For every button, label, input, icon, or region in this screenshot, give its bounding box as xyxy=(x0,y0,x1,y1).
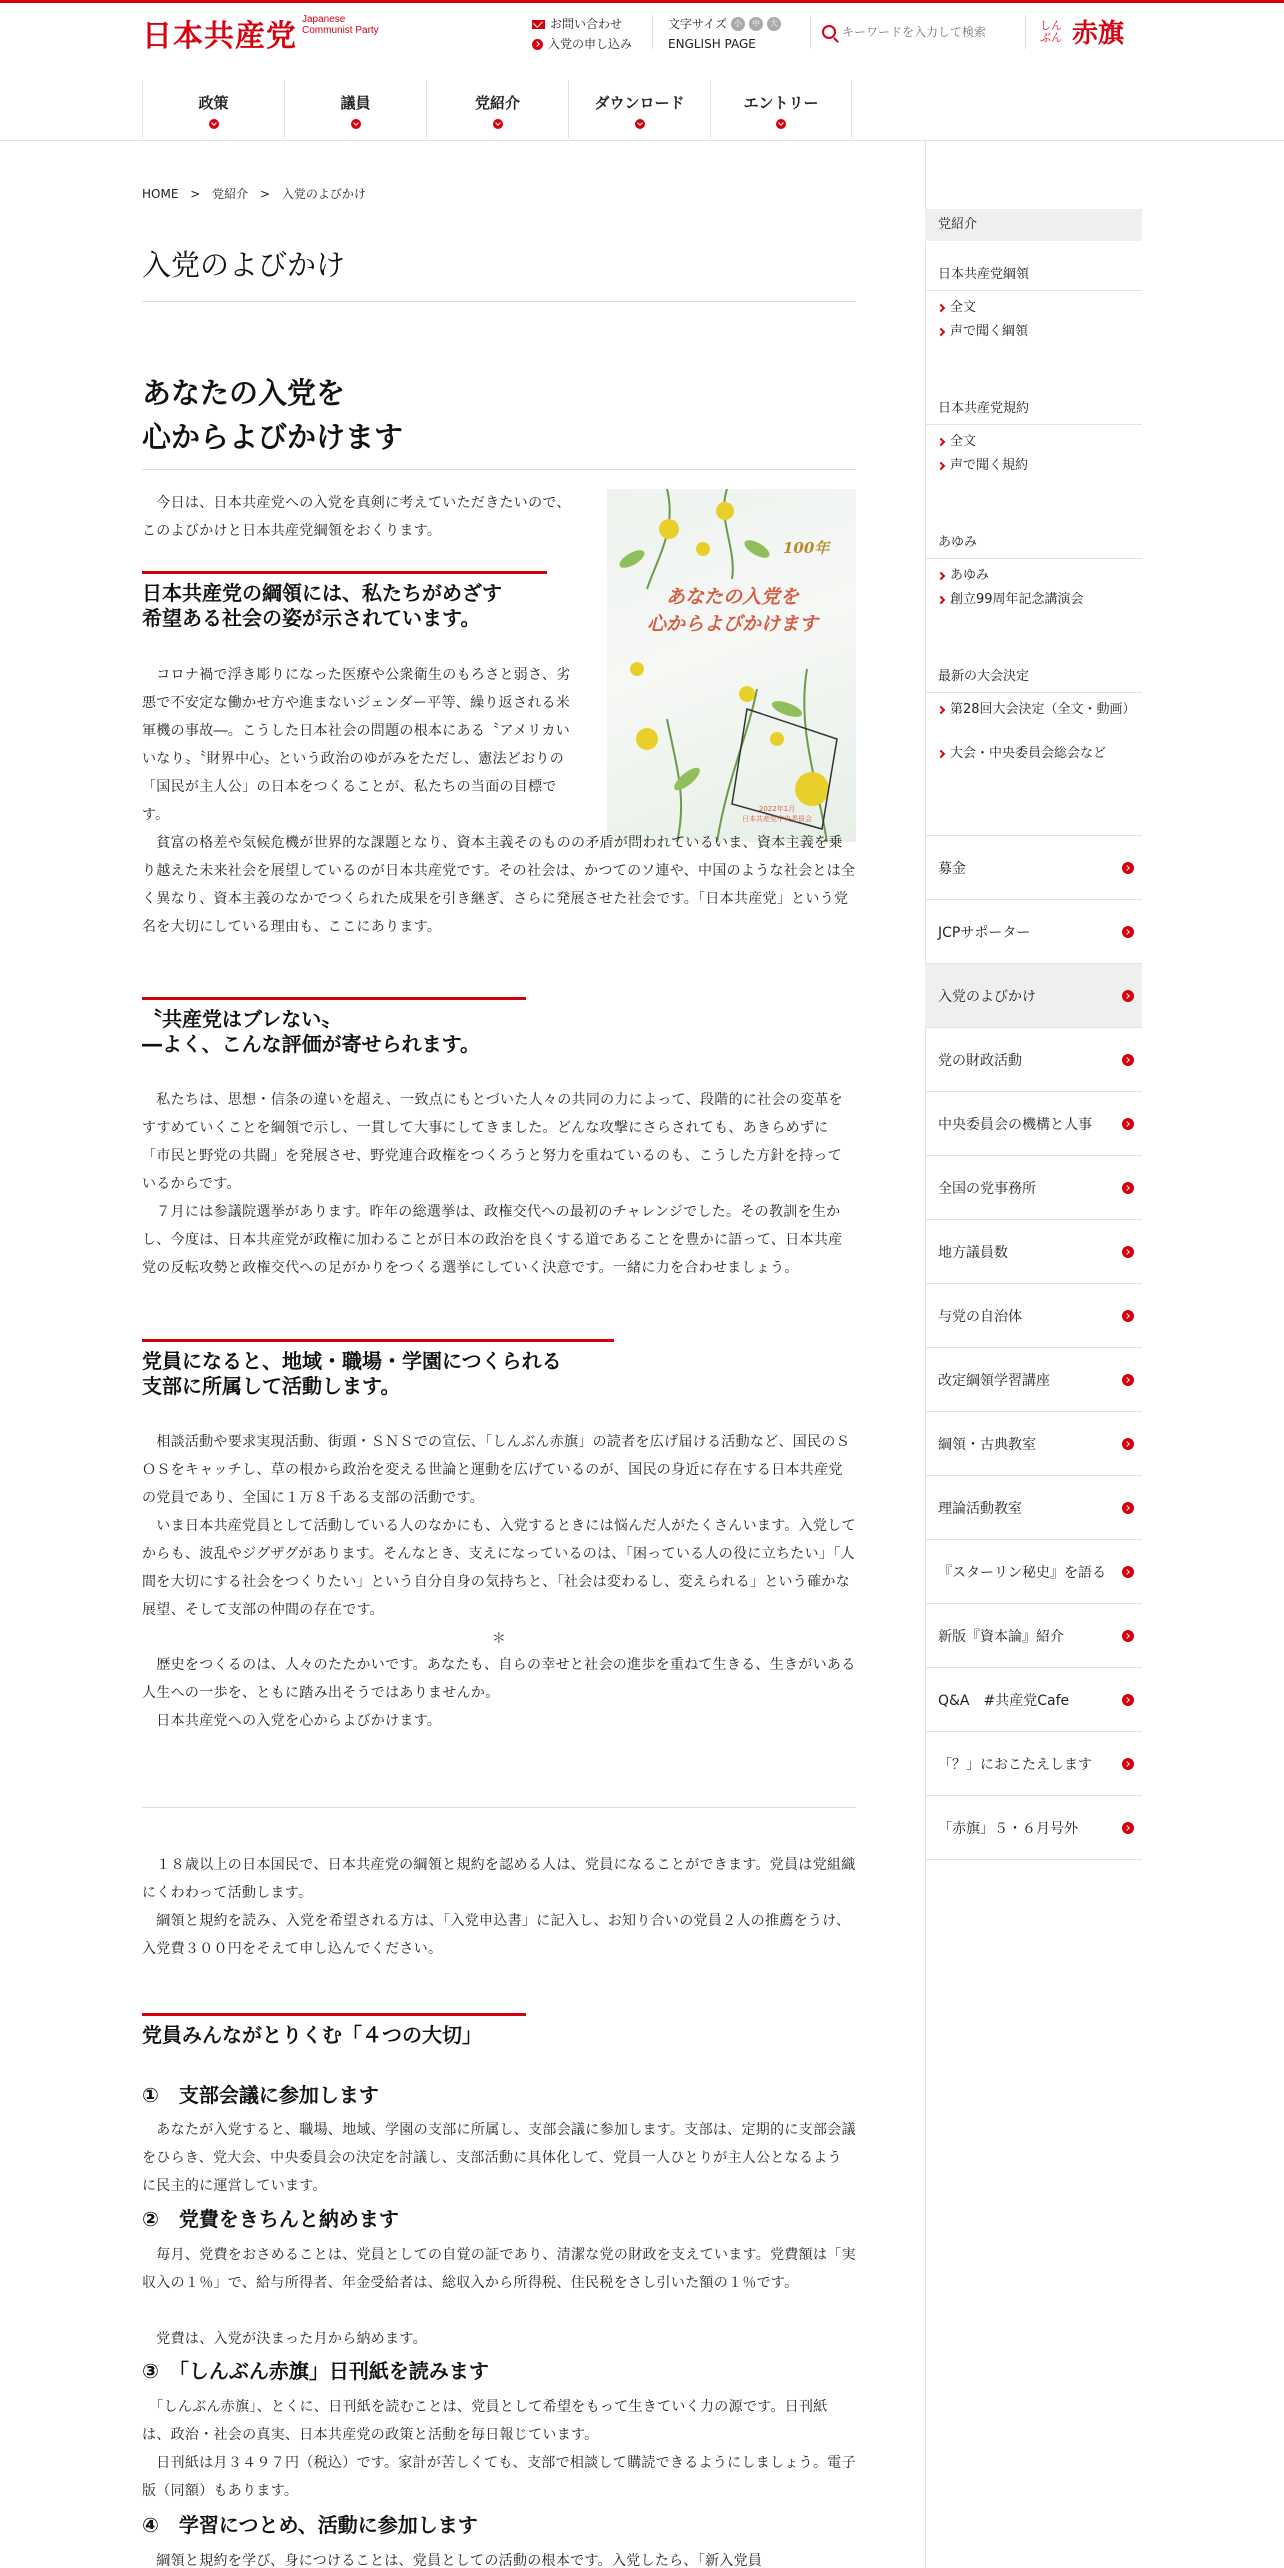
breadcrumb: HOME > 党紹介 > 入党のよびかけ xyxy=(142,187,366,201)
english-page-link[interactable]: ENGLISH PAGE xyxy=(668,37,756,51)
sidebar-group-platform: 日本共産党綱領 xyxy=(925,263,1142,291)
join-paragraph: 綱領と規約を読み、入党を希望される方は、「入党申込書」に記入し、お知り合いの党員２人の推薦をうけ、入党費３００円をそえて申し込んでください。 xyxy=(142,1913,851,1957)
sidebar-menu-item-join-call[interactable]: 入党のよびかけ xyxy=(925,964,1142,1028)
sidebar-menu-item-local-councillors[interactable]: 地方議員数 xyxy=(925,1220,1142,1284)
essential-paragraph: 「しんぶん赤旗」、とくに、日刊紙を読むことは、党員として希望をもって生きていく力の源です。日刊紙は、政治・社会の真実、日本共産党の政策と活動を毎日報じています。 xyxy=(142,2399,828,2443)
chevron-right-icon xyxy=(1122,1502,1134,1514)
header-links xyxy=(532,14,632,54)
sidebar-link-platform-fulltext[interactable]: 全文 xyxy=(938,298,1138,318)
section-paragraph: 相談活動や要求実現活動、街頭・ＳＮＳでの宣伝、「しんぶん赤旗」の読者を広げ届ける活動など、国民のＳＯＳをキャッチし、草の根から政治を変える世論と運動を広げているのが、国民の身近に存在する日本共産党の党員であり、全国に１万８千ある支部の活動です。 xyxy=(142,1434,850,1506)
sidebar-menu-item-faq[interactable]: 「？」におこたえします xyxy=(925,1732,1142,1796)
chevron-right-icon xyxy=(1122,1630,1134,1642)
lead-title: あなたの入党を 心からよびかけます xyxy=(142,376,404,454)
essential-paragraph: 綱領と規約を学び、身につけることは、党員としての活動の根本です。入党したら、「新入党員 xyxy=(142,2553,763,2568)
chevron-right-icon xyxy=(1122,1118,1134,1130)
section-heading-four-essentials: 党員みんながとりくむ「４つの大切」 xyxy=(142,2013,526,2048)
chevron-down-icon xyxy=(776,119,786,129)
site-header xyxy=(0,3,1284,58)
chevron-right-icon xyxy=(1122,1566,1134,1578)
sidebar-menu-item-ruling-municipalities[interactable]: 与党の自治体 xyxy=(925,1284,1142,1348)
chevron-right-icon xyxy=(1122,1054,1134,1066)
sidebar-link-rules-fulltext[interactable]: 全文 xyxy=(938,432,1138,452)
essential-paragraph: 党費は、入党が決まった月から納めます。 xyxy=(142,2331,427,2347)
sidebar-header: 党紹介 xyxy=(925,209,1142,241)
section-paragraph: コロナ禍で浮き彫りになった医療や公衆衛生のもろさと弱さ、劣悪で不安定な働かせ方や進まないジェンダー平等、繰り返される米軍機の事故―。こうした日本社会の問題の根本にある〝アメリカいいなり〟〝財界中心〟という政治のゆがみをただし、憲法どおりの「国民が主人公」の日本をつくることが、私たちの当面の目標です。 xyxy=(142,667,571,823)
nav-policy[interactable]: 政策 xyxy=(142,80,284,138)
breadcrumb-parent[interactable]: 党紹介 xyxy=(212,187,249,201)
cover-footer: 2022年1月 日本共産党中央委員会 xyxy=(742,805,812,823)
chevron-right-icon xyxy=(1122,1246,1134,1258)
global-nav xyxy=(142,80,852,138)
join-paragraph: １８歳以上の日本国民で、日本共産党の綱領と規約を認める人は、党員になることができます。党員は党組織にくわわって活動します。 xyxy=(142,1857,856,1901)
breadcrumb-current: 入党のよびかけ xyxy=(281,187,366,201)
chevron-right-icon xyxy=(1122,1374,1134,1386)
site-logo[interactable]: 日本共産党 xyxy=(142,19,297,54)
chevron-down-icon xyxy=(493,119,503,129)
header-divider xyxy=(652,15,653,49)
chevron-down-icon xyxy=(635,119,645,129)
chevron-right-icon xyxy=(1122,862,1134,874)
sidebar-menu-item-finance[interactable]: 党の財政活動 xyxy=(925,1028,1142,1092)
section-paragraph: 貧富の格差や気候危機が世界的な課題となり、資本主義そのものの矛盾が問われているいま、資本主義を乗り越えた未来社会を展望しているのが日本共産党です。その社会は、かつてのソ連や、中国のような社会とは全く異なり、資本主義のなかでつくられた成果を引き継ぎ、さらに発展させた社会です。「日本共産党」という党名を大切にしている理由も、ここにあります。 xyxy=(142,835,856,935)
breadcrumb-home[interactable]: HOME xyxy=(142,187,179,201)
essential-heading: ④ 学習につとめ、活動に参加します xyxy=(142,2513,478,2537)
section-heading-branch: 党員になると、地域・職場・学園につくられる 支部に所属して活動します。 xyxy=(142,1339,614,1399)
sidebar-menu-item-akahata-extra[interactable]: 「赤旗」５・６月号外 xyxy=(925,1796,1142,1860)
sidebar-menu-item-capital[interactable]: 新版『資本論』紹介 xyxy=(925,1604,1142,1668)
contact-link[interactable]: お問い合わせ xyxy=(532,14,632,34)
intro-paragraph: 今日は、日本共産党への入党を真剣に考えていただきたいので、このよびかけと日本共産党綱領をおくります。 xyxy=(142,495,571,539)
sidebar-menu-item-supporter[interactable]: JCPサポーター xyxy=(925,900,1142,964)
sidebar-menu-item-central-committee[interactable]: 中央委員会の機構と人事 xyxy=(925,1092,1142,1156)
section-paragraph: 歴史をつくるのは、人々のたたかいです。あなたも、自らの幸せと社会の進歩を重ねて生きる、生きがいある人生への一歩を、ともに踏み出そうではありませんか。 xyxy=(142,1657,856,1701)
chevron-right-icon xyxy=(1122,926,1134,938)
sidebar-menu-item-qa-cafe[interactable]: Q&A #共産党Cafe xyxy=(925,1668,1142,1732)
search-icon[interactable] xyxy=(822,25,836,39)
essential-heading: ① 支部会議に参加します xyxy=(142,2083,379,2107)
section-paragraph: いま日本共産党員として活動している人のなかにも、入党するときには悩んだ人がたくさんいます。入党してからも、波乱やジグザグがあります。そんなとき、支えになっているのは、「困っている人の役に立ちたい」「人間を大切にする社会をつくりたい」という自分自身の気持ちと、「社会は変わるし、変えられる」という確かな展望、そして支部の仲間の存在です。 xyxy=(142,1518,856,1618)
title-divider xyxy=(142,301,856,302)
search-box xyxy=(822,19,1022,45)
sidebar-menu-item-stalin-history[interactable]: 『スターリン秘史』を語る xyxy=(925,1540,1142,1604)
section-paragraph: ７月には参議院選挙があります。昨年の総選挙は、政権交代への最初のチャレンジでした。その教訓を生かし、今度は、日本共産党が政権に加わることが日本の政治を良くする道であることを豊かに語って、日本共産党の反転攻勢と政権交代への足がかりをつくる選挙にしていく決意です。一緒に力を合わせましょう。 xyxy=(142,1204,843,1276)
separator-star: ＊ xyxy=(491,1631,507,1647)
sidebar-menu-item-donation[interactable]: 募金 xyxy=(925,836,1142,900)
chevron-right-icon xyxy=(532,39,543,50)
sidebar-group-history: あゆみ xyxy=(925,531,1142,559)
section-heading-consistency: 〝共産党はブレない〟 ―よく、こんな評価が寄せられます。 xyxy=(142,997,526,1057)
content-divider xyxy=(142,1807,856,1808)
sidebar-link-platform-audio[interactable]: 声で聞く綱領 xyxy=(938,322,1138,342)
nav-members[interactable]: 議員 xyxy=(284,80,426,138)
sidebar-group-rules: 日本共産党規約 xyxy=(925,397,1142,425)
font-size-small-button[interactable]: 小 xyxy=(731,17,745,31)
sidebar-group-congress: 最新の大会決定 xyxy=(925,665,1142,693)
pamphlet-cover-image xyxy=(607,489,856,842)
page-title: 入党のよびかけ xyxy=(142,248,346,282)
essential-paragraph: あなたが入党すると、職場、地域、学園の支部に所属し、支部会議に参加します。支部は、定期的に支部会議をひらき、党大会、中央委員会の決定を討議し、支部活動に具体化して、党員一人ひとりが主人公となるように民主的に運営しています。 xyxy=(142,2122,856,2194)
sidebar-menu-item-offices[interactable]: 全国の党事務所 xyxy=(925,1156,1142,1220)
nav-entry[interactable]: エントリー xyxy=(710,80,852,138)
sidebar-link-history[interactable]: あゆみ xyxy=(938,566,1138,586)
font-size-control: 文字サイズ 小 中 大 ENGLISH PAGE xyxy=(668,14,781,54)
header-divider xyxy=(1025,15,1026,49)
nav-about[interactable]: 党紹介 xyxy=(426,80,568,138)
sidebar-link-rules-audio[interactable]: 声で聞く規約 xyxy=(938,456,1138,476)
nav-download[interactable]: ダウンロード xyxy=(568,80,710,138)
cover-title: あなたの入党を 心からよびかけます xyxy=(646,586,818,635)
essential-paragraph: 日刊紙は月３４９７円（税込）です。家計が苦しくても、支部で相談して購読できるようにしましょう。電子版（同額）もあります。 xyxy=(142,2455,856,2499)
section-paragraph: 私たちは、思想・信条の違いを超え、一致点にもとづいた人々の共同の力によって、段階的に社会の変革をすすめていくことを綱領で示し、一貫して大事にしてきました。どんな攻撃にさらされても、あきらめずに「市民と野党の共闘」を発展させ、野党連合政権をつくろうと努力を重ねているのも、こうした方針を持っているからです。 xyxy=(142,1092,843,1192)
sidebar-menu-item-theory-class[interactable]: 理論活動教室 xyxy=(925,1476,1142,1540)
header-divider xyxy=(810,15,811,49)
font-size-large-button[interactable]: 大 xyxy=(767,17,781,31)
search-input[interactable] xyxy=(842,25,1012,39)
sidebar-menu-item-platform-course[interactable]: 改定綱領学習講座 xyxy=(925,1348,1142,1412)
sidebar-link-anniversary-lecture[interactable]: 創立99周年記念講演会 xyxy=(938,590,1138,610)
chevron-right-icon xyxy=(1122,1758,1134,1770)
nav-divider xyxy=(0,140,1284,141)
site-logo-english[interactable]: Japanese Communist Party xyxy=(302,14,379,36)
cover-badge: 100年 xyxy=(783,539,830,557)
section-heading-platform: 日本共産党の綱領には、私たちがめざす 希望ある社会の姿が示されています。 xyxy=(142,571,547,631)
chevron-down-icon xyxy=(351,119,361,129)
chevron-right-icon xyxy=(1122,1182,1134,1194)
sidebar-menu-item-classics-class[interactable]: 綱領・古典教室 xyxy=(925,1412,1142,1476)
chevron-right-icon xyxy=(1122,990,1134,1002)
chevron-right-icon xyxy=(1122,1310,1134,1322)
sidebar-link-28th-congress[interactable]: 第28回大会決定（全文・動画） xyxy=(938,700,1138,720)
essential-paragraph: 毎月、党費をおさめることは、党員としての自覚の証であり、清潔な党の財政を支えています。党費額は「実収入の１％」で、給与所得者、年金受給者は、総収入から所得税、住民税をさし引いた額の１％です。 xyxy=(142,2247,856,2291)
font-size-medium-button[interactable]: 中 xyxy=(749,17,763,31)
essential-heading: ② 党費をきちんと納めます xyxy=(142,2207,399,2231)
akahata-logo[interactable]: しんぶん 赤旗 xyxy=(1040,18,1125,49)
mail-icon xyxy=(532,20,545,29)
essential-heading: ③ 「しんぶん赤旗」日刊紙を読みます xyxy=(142,2359,489,2383)
sidebar-menu xyxy=(925,835,1142,1860)
chevron-down-icon xyxy=(209,119,219,129)
chevron-right-icon xyxy=(1122,1694,1134,1706)
sidebar-link-congress-plenums[interactable]: 大会・中央委員会総会など xyxy=(938,744,1138,764)
chevron-right-icon xyxy=(1122,1438,1134,1450)
lead-divider xyxy=(142,469,856,470)
join-application-link[interactable]: 入党の申し込み xyxy=(532,34,632,54)
section-paragraph: 日本共産党への入党を心からよびかけます。 xyxy=(142,1713,442,1729)
chevron-right-icon xyxy=(1122,1822,1134,1834)
